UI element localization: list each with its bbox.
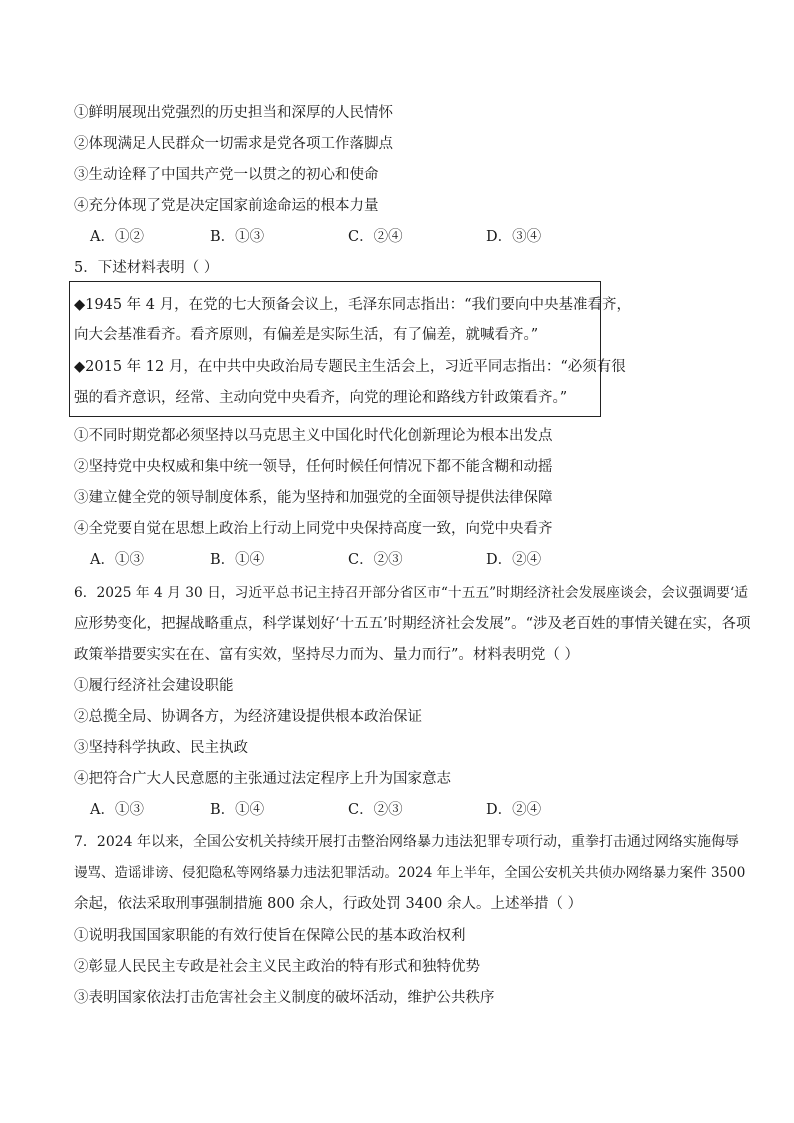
q6-statement-3: ③坚持科学执政、民主执政 (74, 740, 248, 756)
q5-option-d: D．②④ (486, 552, 542, 568)
q6-statement-1: ①履行经济社会建设职能 (74, 678, 234, 694)
q5-option-b: B．①④ (210, 552, 265, 568)
q6-stem-line-2: 应形势变化，把握战略重点，科学谋划好‘十五五’时期经济社会发展”。“涉及老百姓的事情关键在实，各项 (74, 616, 751, 632)
q6-option-b: B．①④ (210, 802, 265, 818)
q6-statement-4: ④把符合广大人民意愿的主张通过法定程序上升为国家意志 (74, 771, 451, 787)
q7-stem-line-1: 7．2024 年以来，全国公安机关持续开展打击整治网络暴力违法犯罪专项行动，重拳打击通过网络实施侮辱 (74, 834, 739, 850)
q6-statement-2: ②总揽全局、协调各方，为经济建设提供根本政治保证 (74, 709, 422, 725)
q5-statement-1: ①不同时期党都必须坚持以马克思主义中国化时代化创新理论为根本出发点 (74, 428, 553, 444)
q4-statement-4: ④充分体现了党是决定国家前途命运的根本力量 (74, 198, 379, 214)
q5-material-line-2: 向大会基准看齐。看齐原则，有偏差是实际生活，有了偏差，就喊看齐。” (74, 327, 539, 343)
q7-statement-3: ③表明国家依法打击危害社会主义制度的破坏活动，维护公共秩序 (74, 990, 495, 1006)
q4-option-c: C．②④ (348, 229, 403, 245)
q5-material-line-1: ◆1945 年 4 月，在党的七大预备会议上，毛泽东同志指出：“我们要向中央基准看齐， (74, 297, 632, 313)
q7-stem-line-2: 谩骂、造谣诽谤、侵犯隐私等网络暴力违法犯罪活动。2024 年上半年，全国公安机关共侦办网络暴力案件 3500 (74, 865, 746, 881)
q6-option-c: C．②③ (348, 802, 403, 818)
q4-statement-2: ②体现满足人民群众一切需求是党各项工作落脚点 (74, 136, 393, 152)
q5-statement-2: ②坚持党中央权威和集中统一领导，任何时候任何情况下都不能含糊和动摇 (74, 459, 553, 475)
q5-material-line-4: 强的看齐意识，经常、主动向党中央看齐，向党的理论和路线方针政策看齐。” (74, 390, 568, 406)
q6-option-d: D．②④ (486, 802, 542, 818)
q6-stem-line-1: 6．2025 年 4 月 30 日，习近平总书记主持召开部分省区市“十五五”时期经济社会发展座谈会，会议强调要‘适 (74, 585, 749, 601)
q4-option-b: B．①③ (210, 229, 265, 245)
q4-statement-1: ①鲜明展现出党强烈的历史担当和深厚的人民情怀 (74, 105, 393, 121)
q5-statement-3: ③建立健全党的领导制度体系，能为坚持和加强党的全面领导提供法律保障 (74, 490, 553, 506)
q5-option-a: A．①③ (90, 552, 144, 568)
q4-option-a: A．①② (90, 229, 144, 245)
q6-option-a: A．①③ (90, 802, 144, 818)
q5-material-line-3: ◆2015 年 12 月，在中共中央政治局专题民主生活会上，习近平同志指出：“必须有很 (74, 359, 626, 375)
q5-statement-4: ④全党要自觉在思想上政治上行动上同党中央保持高度一致，向党中央看齐 (74, 521, 553, 537)
q6-stem-line-3: 政策举措要实实在在、富有实效，坚持尽力而为、量力而行”。材料表明党（ ） (74, 647, 580, 663)
q7-statement-2: ②彰显人民民主专政是社会主义民主政治的特有形式和独特优势 (74, 959, 480, 975)
q5-stem: 5．下述材料表明（ ） (74, 260, 219, 276)
q7-stem-line-3: 余起，依法采取刑事强制措施 800 余人，行政处罚 3400 余人。上述举措（ ） (74, 896, 583, 912)
q4-option-d: D．③④ (486, 229, 542, 245)
q4-statement-3: ③生动诠释了中国共产党一以贯之的初心和使命 (74, 167, 379, 183)
q5-option-c: C．②③ (348, 552, 403, 568)
q7-statement-1: ①说明我国国家职能的有效行使旨在保障公民的基本政治权利 (74, 928, 466, 944)
